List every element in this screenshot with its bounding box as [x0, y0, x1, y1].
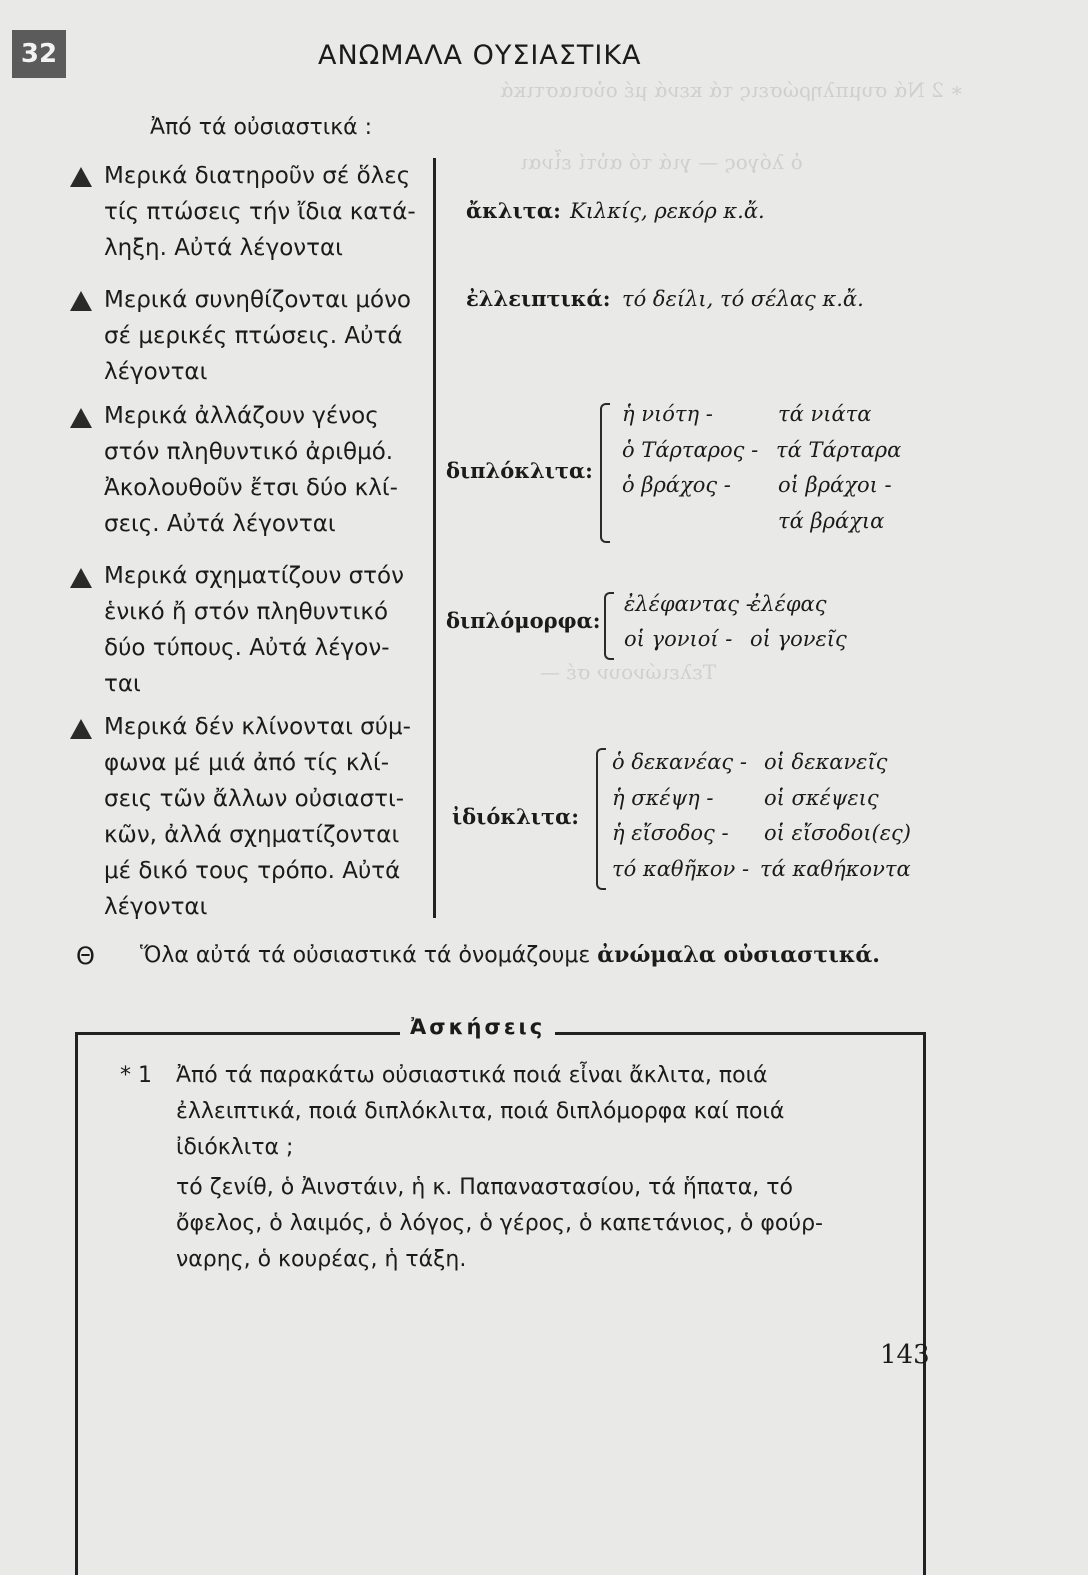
rule-line: κῶν, ἀλλά σχηματίζονται — [104, 822, 400, 848]
rule-line: λέγονται — [104, 894, 208, 920]
rule-4-text — [104, 558, 404, 702]
pair-right: οἱ βράχοι - — [778, 473, 892, 497]
question-line: ἐλλειπτικά, ποιά διπλόκλιτα, ποιά διπλόμορφα καί ποιά — [176, 1099, 785, 1124]
rule-line: σεις τῶν ἄλλων οὐσιαστι- — [104, 786, 405, 812]
rule-line: σέ μερικές πτώσεις. Αὐτά — [104, 323, 403, 349]
rule-line: μέ δικό τους τρόπο. Αὐτά — [104, 858, 401, 884]
pair-left: ἡ νιότη - — [622, 402, 713, 426]
intro-line: Ἀπό τά οὐσιαστικά : — [150, 115, 373, 140]
page-title: ΑΝΩΜΑΛΑ ΟΥΣΙΑΣΤΙΚΑ — [318, 40, 642, 71]
theta-symbol: Θ — [76, 942, 95, 970]
conclusion-text — [140, 942, 880, 968]
example-akklita: Κιλκίς, ρεκόρ κ.ἄ. — [570, 199, 765, 223]
pair-right: τά καθήκοντα — [760, 857, 911, 881]
brace — [604, 592, 614, 660]
exercise-1-words — [176, 1170, 823, 1278]
pair-left: οἱ γονιοί - — [624, 627, 733, 651]
pair-right: τά βράχια — [778, 509, 885, 533]
exercises-title: Ἀσκήσεις — [400, 1015, 555, 1039]
pair-right: τά νιάτα — [778, 402, 872, 426]
brace — [596, 748, 606, 890]
brace — [600, 403, 610, 543]
term-diplomorfa: διπλόμορφα: — [446, 608, 601, 633]
rule-2-text — [104, 282, 411, 390]
pair-left: ἐλέφαντας - — [624, 592, 753, 616]
rule-line: στόν πληθυντικό ἀριθμό. — [104, 439, 394, 465]
pair-left: ἡ σκέψη - — [612, 786, 714, 810]
pair-right: οἱ εἴσοδοι(ες) — [764, 821, 911, 845]
rule-line: Μερικά δέν κλίνονται σύμ- — [104, 714, 411, 740]
exercise-1-marker: * 1 — [120, 1063, 152, 1088]
question-line: Ἀπό τά παρακάτω οὐσιαστικά ποιά εἶναι ἄκλιτα, ποιά — [176, 1063, 768, 1088]
rule-line: φωνα μέ μιά ἀπό τίς κλί- — [104, 750, 390, 776]
triangle-bullet-icon — [70, 568, 92, 588]
rule-5-text — [104, 709, 411, 925]
word-line: τό ζενίθ, ὁ Ἀινστάιν, ἡ κ. Παπαναστασίου, τά ἥπατα, τό — [176, 1175, 793, 1200]
pair-left: ἡ εἴσοδος - — [612, 821, 729, 845]
term-elleiptika: ἐλλειπτικά: — [466, 286, 611, 311]
rule-line: Μερικά διατηροῦν σέ ὅλες — [104, 163, 411, 189]
term-idioklita: ἰδιόκλιτα: — [452, 804, 580, 829]
pair-right: οἱ σκέψεις — [764, 786, 879, 810]
triangle-bullet-icon — [70, 167, 92, 187]
pair-left: ὁ δεκανέας - — [612, 750, 747, 774]
term-diploklita: διπλόκλιτα: — [446, 458, 593, 483]
pair-right: οἱ δεκανεῖς — [764, 750, 888, 774]
rule-line: Ἀκολουθοῦν ἔτσι δύο κλί- — [104, 475, 398, 501]
triangle-bullet-icon — [70, 291, 92, 311]
pair-left: ὁ Τάρταρος - — [622, 438, 759, 462]
pair-right: ἐλέφας — [750, 592, 827, 616]
triangle-bullet-icon — [70, 408, 92, 428]
rule-line: Μερικά συνηθίζονται μόνο — [104, 287, 412, 313]
page-badge: 32 — [12, 30, 66, 78]
rule-1-text — [104, 158, 416, 266]
triangle-bullet-icon — [70, 719, 92, 739]
question-line: ἰδιόκλιτα ; — [176, 1135, 294, 1160]
rule-3-text — [104, 398, 398, 542]
pair-left: τό καθῆκον - — [612, 857, 750, 881]
rule-line: Μερικά σχηματίζουν στόν — [104, 563, 404, 589]
rule-line: σεις. Αὐτά λέγονται — [104, 511, 336, 537]
word-line: ναρης, ὁ κουρέας, ἡ τάξη. — [176, 1247, 467, 1272]
rule-line: ται — [104, 671, 141, 697]
word-line: ὄφελος, ὁ λαιμός, ὁ λόγος, ὁ γέρος, ὁ καπετάνιος, ὁ φούρ- — [176, 1211, 823, 1236]
rule-line: τίς πτώσεις τήν ἴδια κατά- — [104, 199, 416, 225]
pair-right: τά Τάρταρα — [776, 438, 902, 462]
rule-line: ἑνικό ἤ στόν πληθυντικό — [104, 599, 389, 625]
rule-line: Μερικά ἀλλάζουν γένος — [104, 403, 379, 429]
rule-line: ληξη. Αὐτά λέγονται — [104, 235, 343, 261]
show-through-decoration: Τελειώνουν σέ — — [540, 660, 717, 684]
pair-right: οἱ γονεῖς — [750, 627, 847, 651]
rule-line: δύο τύπους. Αὐτά λέγον- — [104, 635, 390, 661]
pair-left: ὁ βράχος - — [622, 473, 731, 497]
show-through-decoration: ὁ λόγος — γιά τό αὐτί εἶναι — [520, 150, 803, 174]
show-through-decoration: ∗ 2 Νά συμπληρώσεις τά κενά μέ οὐσιαστικά — [500, 78, 964, 102]
term-akklita: ἄκλιτα: — [466, 198, 561, 223]
page-number: 143 — [880, 1340, 930, 1370]
exercise-1-question — [176, 1058, 784, 1166]
conclusion-bold: ἀνώμαλα οὐσιαστικά. — [597, 942, 880, 968]
conclusion-plain: Ὅλα αὐτά τά οὐσιαστικά τά ὀνομάζουμε — [140, 943, 591, 968]
rule-line: λέγονται — [104, 359, 208, 385]
example-elleiptika: τό δείλι, τό σέλας κ.ἄ. — [622, 287, 864, 311]
column-divider — [433, 158, 436, 918]
